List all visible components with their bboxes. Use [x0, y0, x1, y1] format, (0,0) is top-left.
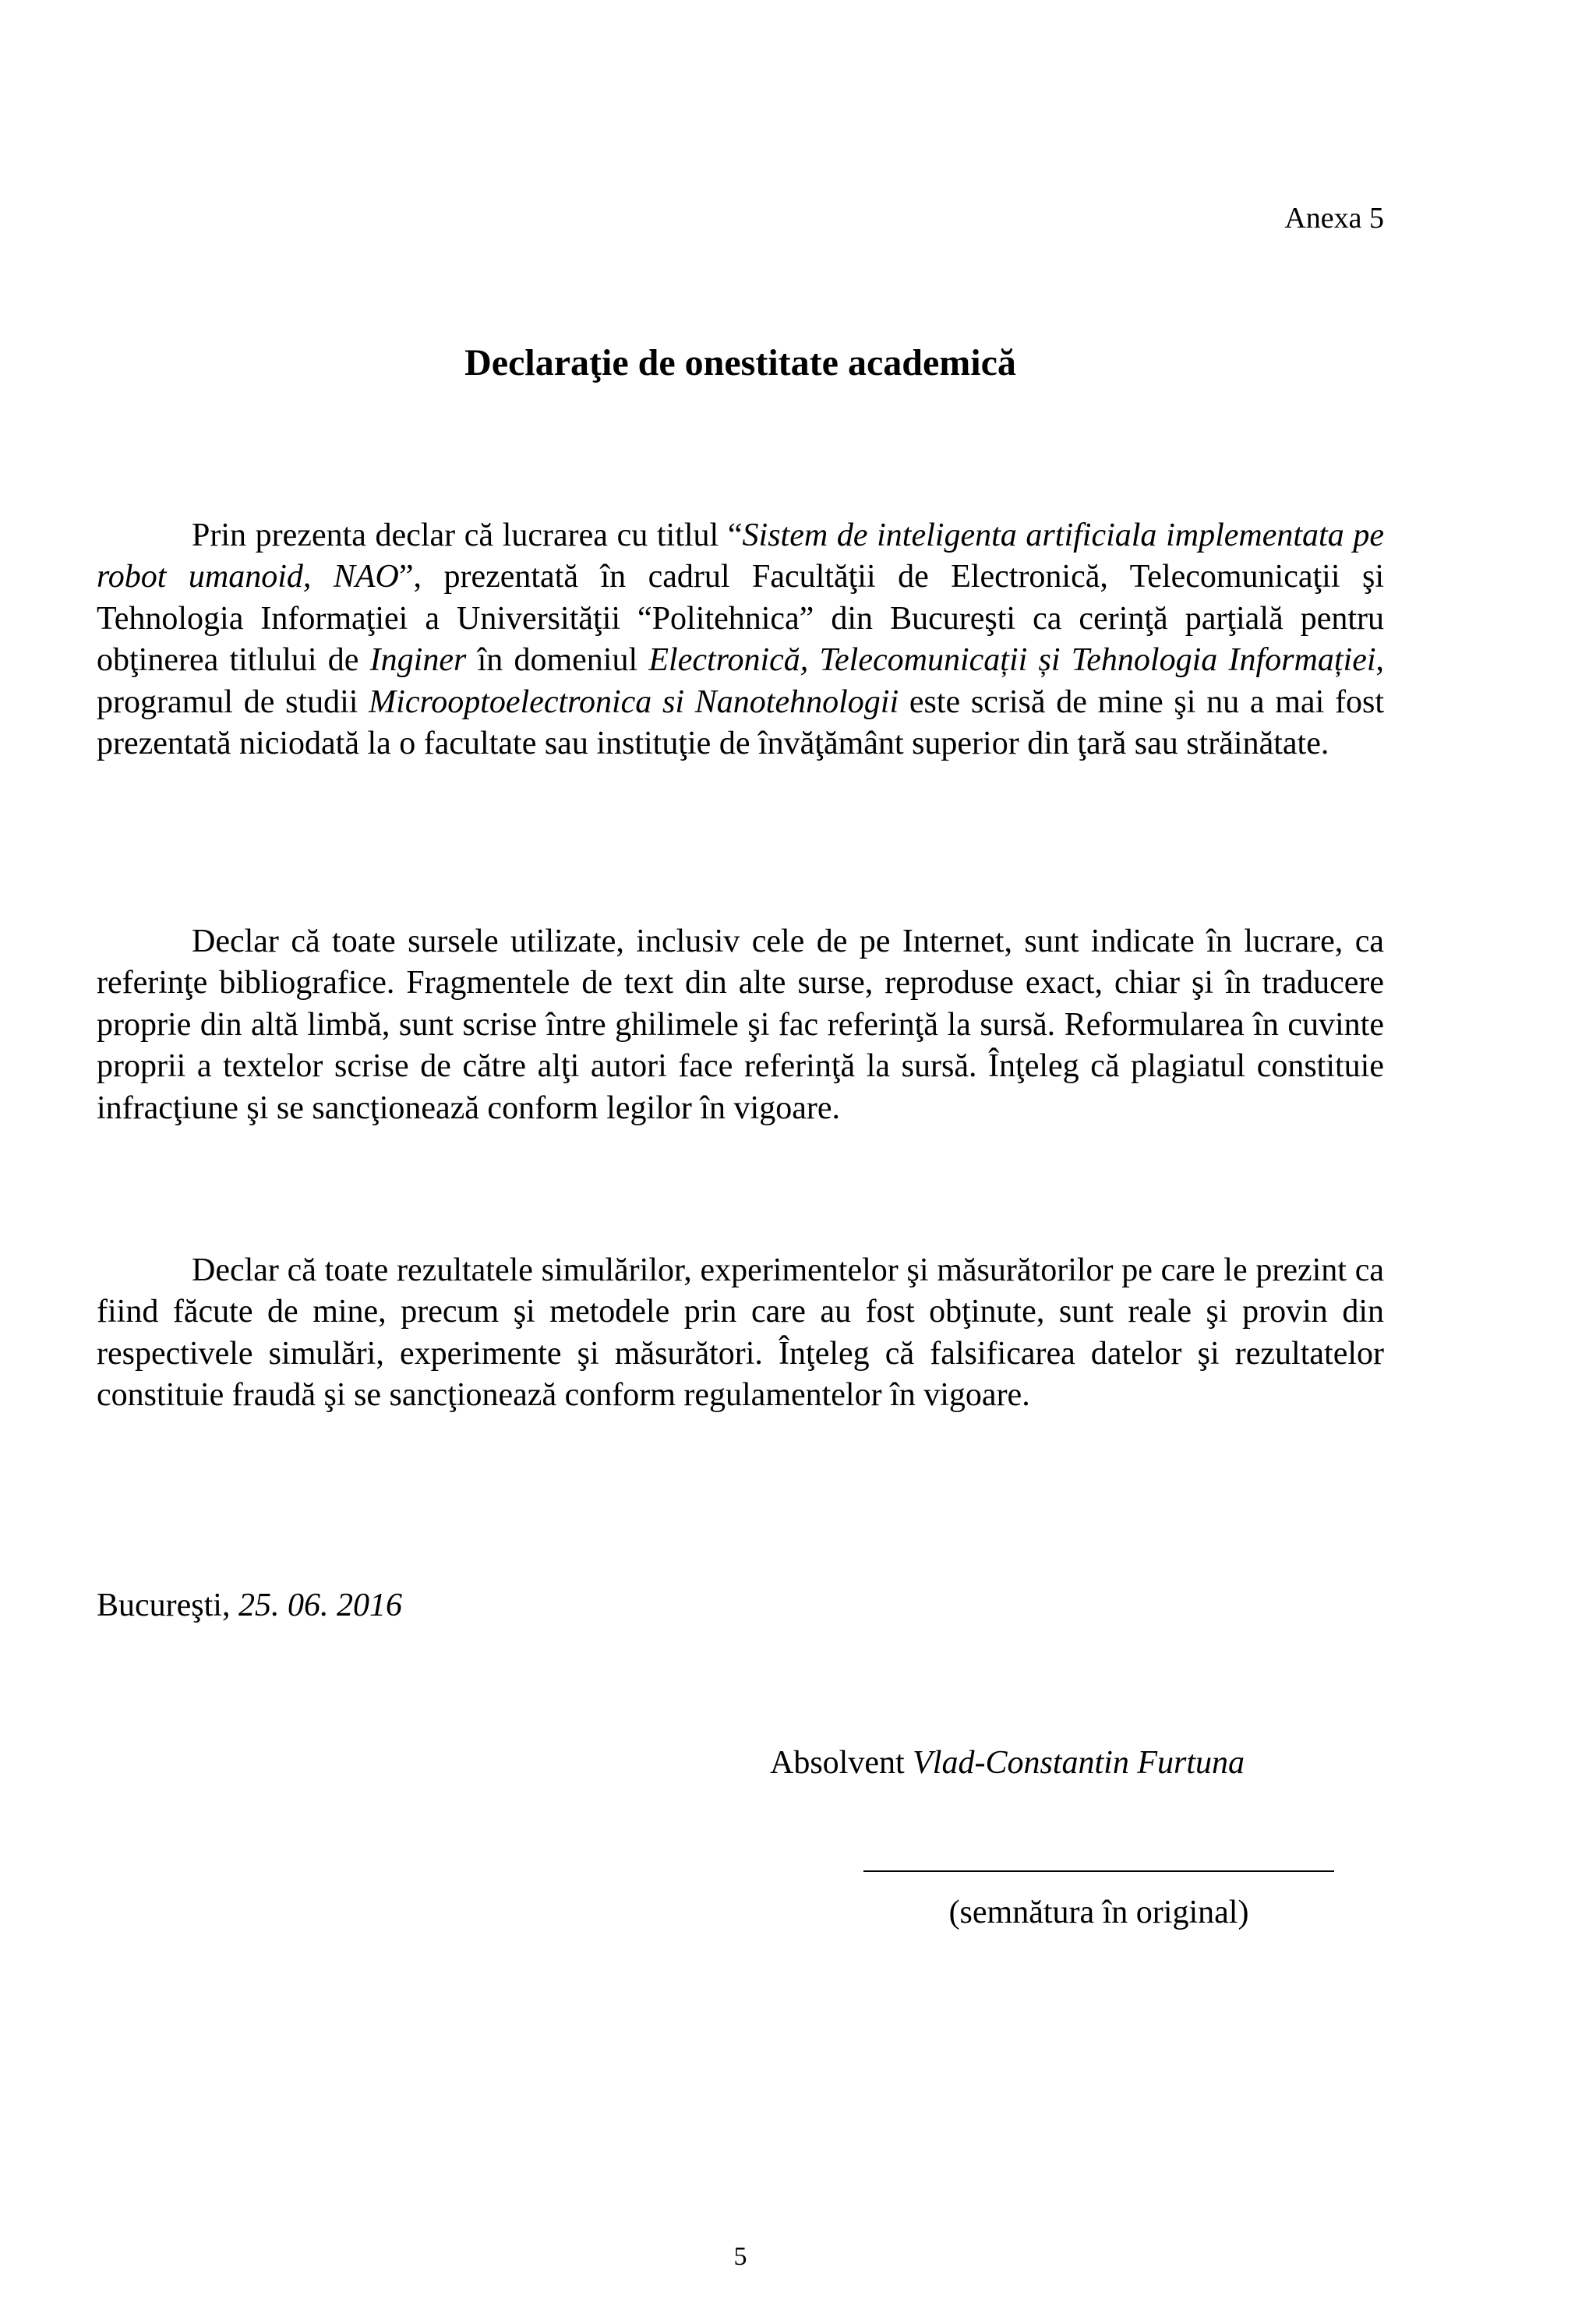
- degree-title: Inginer: [369, 642, 467, 679]
- paragraph-results-declaration: Declar că toate rezultatele simulărilor, experimentelor şi măsurătorilor pe care le prezint ca fiind făcute de mine, precum şi metodele prin care au fost obţinute, sunt reale şi provin din respectivele simulări, experimente şi măsurători. Înţeleg că falsificarea datelor şi rezultatelor constituie fraudă şi se sancţionează conform regulamentelor în vigoare.: [97, 1252, 1384, 1414]
- document-title: Declaraţie de onestitate academică: [464, 342, 1016, 383]
- graduate-role: Absolvent: [770, 1745, 913, 1781]
- paragraph-sources-declaration: Declar că toate sursele utilizate, inclusiv cele de pe Internet, sunt indicate în lucrare, ca referinţe bibliografice. Fragmentele de text din alte surse, reproduse exact, chiar şi în traducere proprie din altă limbă, sunt scrise între ghilimele şi fac referinţă la sursă. Reformularea în cuvinte proprii a textelor scrise de către alţi autori face referinţă la sursă. Înţeleg că plagiatul constituie infracţiune şi se sancţionează conform legilor în vigoare.: [97, 924, 1384, 1126]
- page-number: 5: [733, 2242, 747, 2271]
- place-and-date: [97, 1585, 402, 1626]
- graduate-name: Vlad-Constantin Furtuna: [913, 1745, 1245, 1781]
- paragraph-thesis-declaration: [97, 515, 1384, 765]
- domain-prefix: în domeniul: [466, 642, 649, 679]
- faculty-text: ”, prezentată în cadrul Facultăţii de Electronică, Telecomunicaţii şi Tehnologia Informaţiei a Universităţii “Politehnica” din Bucureşti ca cerinţă parţială pentru obţinerea titlului de: [97, 559, 1384, 679]
- annex-label: Anexa 5: [1284, 202, 1384, 235]
- signature-caption: (semnătura în original): [948, 1895, 1249, 1930]
- program-prefix: , programul de studii: [97, 642, 1385, 720]
- study-program: Microoptoelectronica si Nanotehnologii: [369, 683, 899, 720]
- thesis-title: Sistem de inteligenta artificiala implementata pe robot umanoid, NAO: [97, 517, 1384, 595]
- graduate-line: [770, 1743, 1245, 1784]
- place: Bucureşti,: [97, 1588, 238, 1623]
- signature-line: [863, 1870, 1334, 1872]
- paragraph-intro: Prin prezenta declar că lucrarea cu titlul “: [192, 517, 743, 553]
- paragraph-ending: este scrisă de mine şi nu a mai fost prezentată niciodată la o facultate sau instituţie de învăţământ superior din ţară sau străinătate.: [97, 683, 1384, 762]
- date: 25. 06. 2016: [238, 1588, 402, 1623]
- study-domain: Electronică, Telecomunicații și Tehnologia Informației: [648, 642, 1376, 679]
